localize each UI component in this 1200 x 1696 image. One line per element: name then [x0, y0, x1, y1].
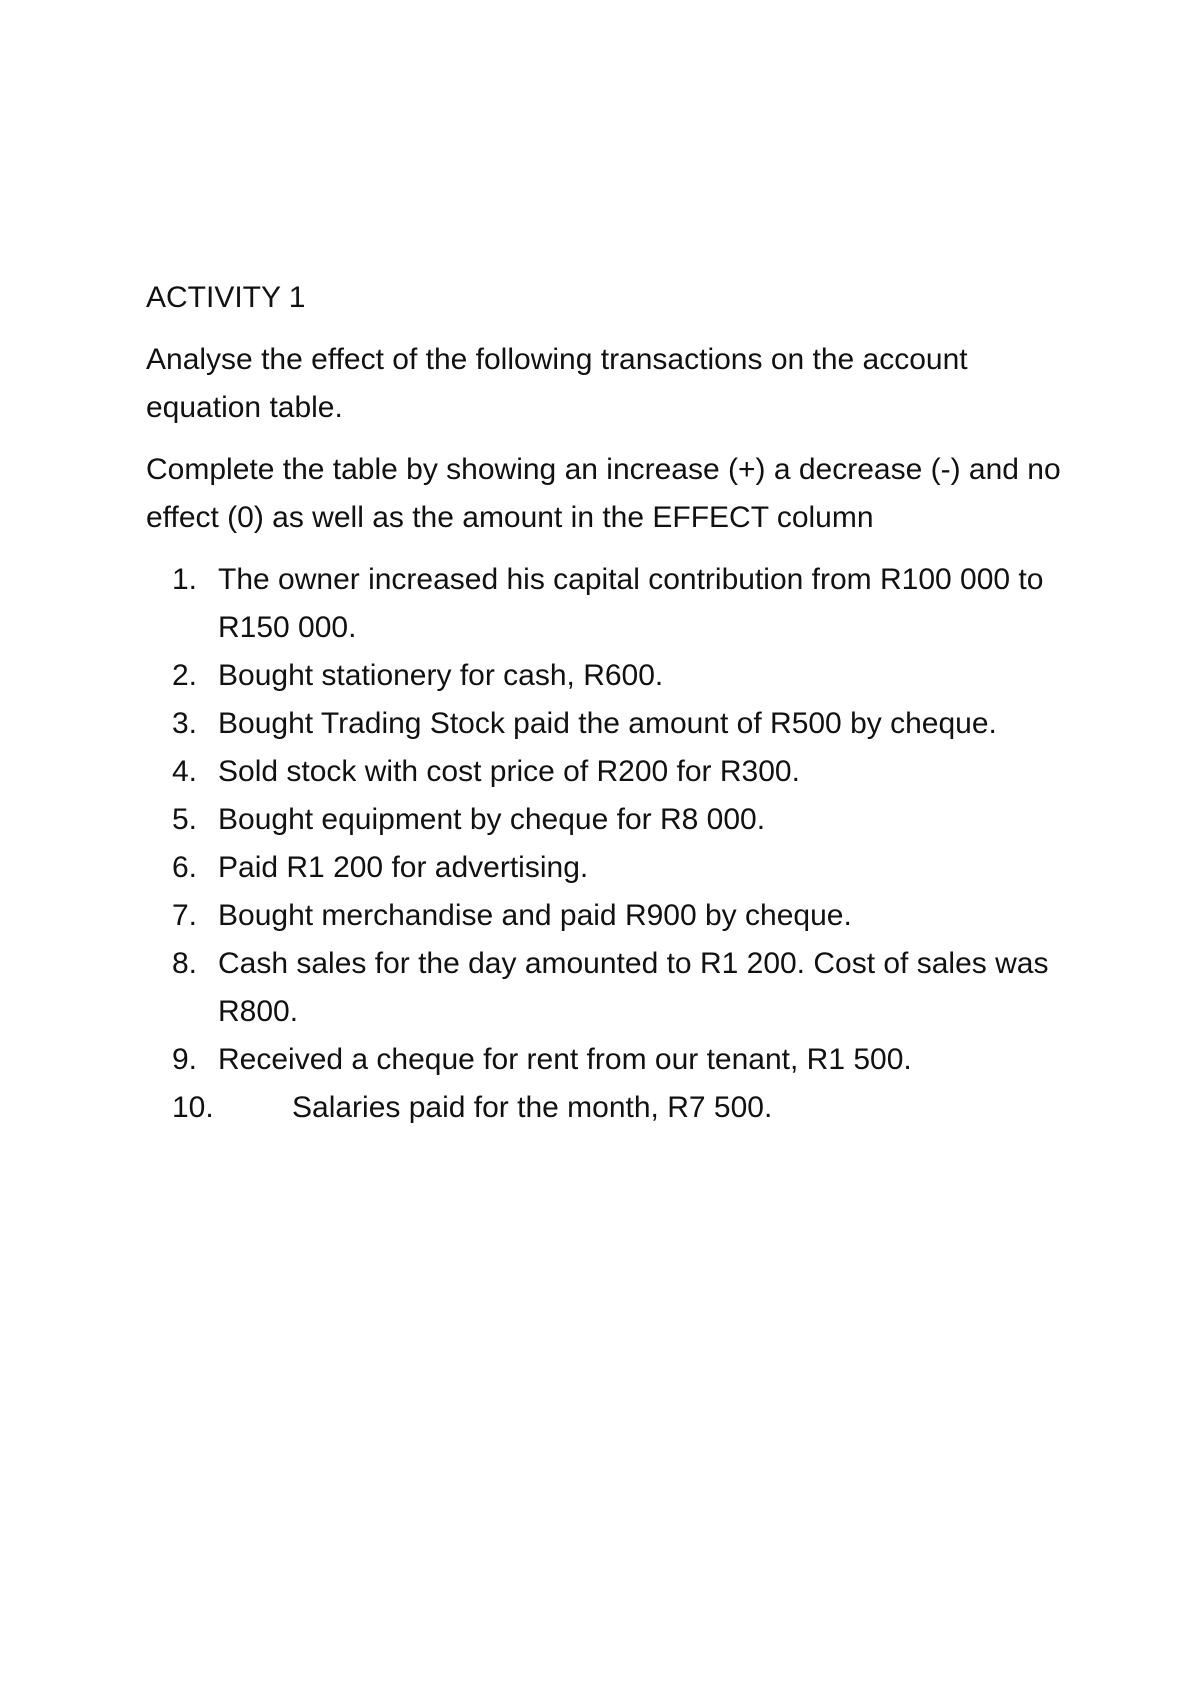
instruction-paragraph-1: Analyse the effect of the following transactions on the account equation table. — [146, 343, 968, 424]
transaction-number: 6. — [172, 851, 198, 884]
transaction-item-1 — [146, 556, 1086, 652]
transaction-number: 8. — [172, 947, 198, 980]
transaction-number: 9. — [172, 1043, 198, 1076]
transaction-number: 5. — [172, 803, 198, 836]
transaction-list — [146, 556, 1086, 1132]
transaction-number: 7. — [172, 899, 198, 932]
transaction-text: Bought equipment by cheque for R8 000. — [218, 803, 766, 836]
transaction-item-3 — [146, 700, 1086, 748]
transaction-item-2 — [146, 652, 1086, 700]
transaction-number: 10. — [172, 1091, 214, 1124]
activity-heading: ACTIVITY 1 — [146, 281, 306, 314]
transaction-text: Sold stock with cost price of R200 for R300. — [218, 755, 800, 788]
transaction-item-6 — [146, 844, 1086, 892]
transaction-text: Salaries paid for the month, R7 500. — [292, 1091, 773, 1124]
transaction-text: Bought Trading Stock paid the amount of R500 by cheque. — [218, 707, 997, 740]
transaction-text: The owner increased his capital contribution from R100 000 to R150 000. — [218, 563, 1044, 644]
transaction-item-9 — [146, 1036, 1086, 1084]
transaction-number: 4. — [172, 755, 198, 788]
transaction-number: 2. — [172, 659, 198, 692]
transaction-number: 3. — [172, 707, 198, 740]
document-content — [146, 274, 1086, 1132]
transaction-number: 1. — [172, 563, 198, 596]
transaction-text: Received a cheque for rent from our tenant, R1 500. — [218, 1043, 912, 1076]
transaction-item-8 — [146, 940, 1086, 1036]
transaction-text: Cash sales for the day amounted to R1 200. Cost of sales was R800. — [218, 947, 1049, 1028]
transaction-item-4 — [146, 748, 1086, 796]
transaction-item-10 — [146, 1084, 1086, 1132]
instruction-paragraph-2: Complete the table by showing an increase (+) a decrease (-) and no effect (0) as well as the amount in the EFFECT column — [146, 453, 1061, 534]
transaction-item-5 — [146, 796, 1086, 844]
transaction-text: Bought merchandise and paid R900 by cheque. — [218, 899, 852, 932]
transaction-text: Paid R1 200 for advertising. — [218, 851, 589, 884]
transaction-item-7 — [146, 892, 1086, 940]
transaction-text: Bought stationery for cash, R600. — [218, 659, 664, 692]
